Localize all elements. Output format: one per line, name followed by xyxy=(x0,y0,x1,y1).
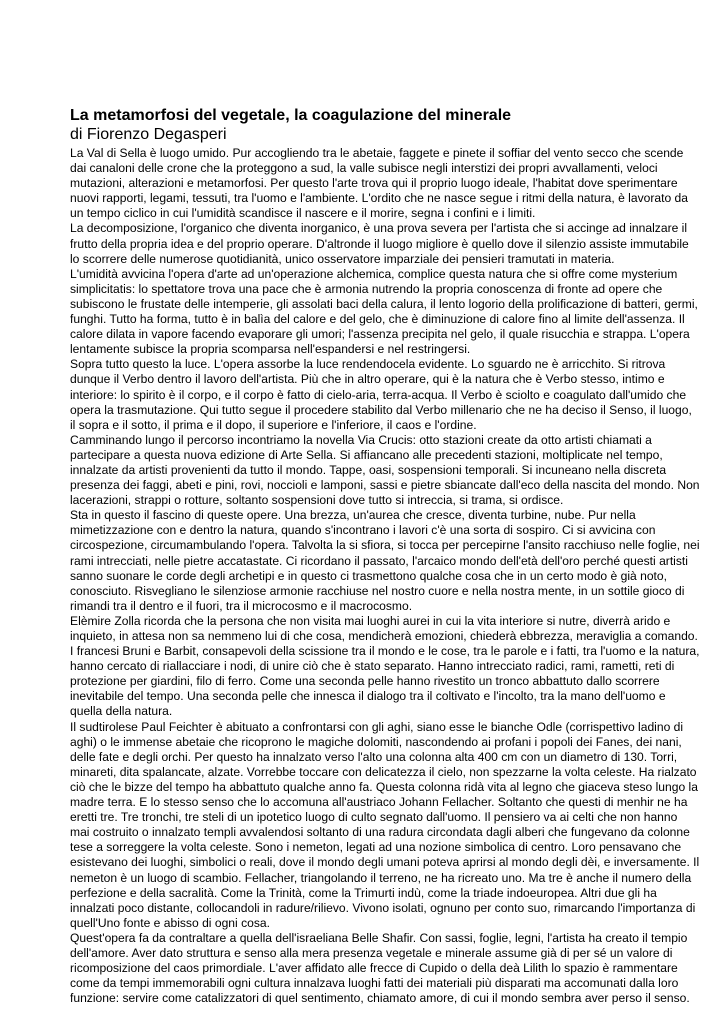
body-paragraph: Sta in questo il fascino di queste opere. Una brezza, un'aurea che cresce, diventa turbine, nube. Pur nella mimetizzazione con e dentro la natura, quando s'incontrano i lavori c'è una sorta di sospiro. Ci si avvicina con circospezione, circumambulando l'opera. Talvolta la si sfiora, si tocca per percepirne l'ansito racchiuso nelle foglie, nei rami intrecciati, nelle pietre accatastate. Ci ricordano il passato, l'arcaico mondo dell'età dell'oro perché questi artisti sanno suonare le corde degli archetipi e in questo ci trasmettono qualche cosa che in un certo modo è già noto, conosciuto. Risvegliano le silenziose armonie racchiuse nel nostro cuore e nella nostra mente, in un sottile gioco di rimandi tra il dentro e il fuori, tra il microcosmo e il macrocosmo. xyxy=(70,508,700,613)
article-author: di Fiorenzo Degasperi xyxy=(70,126,227,143)
body-paragraph: Camminando lungo il percorso incontriamo la novella Via Crucis: otto stazioni create da otto artisti chiamati a partecipare a questa nuova edizione di Arte Sella. Si affiancano alle precedenti stazioni, moltiplicate nel tempo, innalzate da artisti provenienti da tutto il mondo. Tappe, oasi, sospensioni temporali. Si incuneano nella discreta presenza dei faggi, abeti e pini, rovi, noccioli e lamponi, sassi e pietre sbiancate dall'eco della nascita del mondo. Non lacerazioni, strappi o rotture, soltanto sospensioni dove tutto si intreccia, si trama, si ordisce. xyxy=(70,432,700,508)
document-page xyxy=(70,106,700,1006)
body-paragraph: La decomposizione, l'organico che diventa inorganico, è una prova severa per l'artista che si accinge ad innalzare il frutto della propria idea e del proprio operare. D'altronde il luogo migliore è quello dove il silenzio assiste immutabile lo scorrere delle numerose quotidianità, unico osservatore imparziale dei pensieri tramutati in materia. xyxy=(70,221,689,266)
article-body xyxy=(70,146,700,1006)
body-paragraph: Il sudtirolese Paul Feichter è abituato a confrontarsi con gli aghi, siano esse le bianche Odle (corrispettivo ladino di aghi) o le immense abetaie che ricoprono le magiche dolomiti, nascondendo ai profani i popoli dei Fanes, dei nani, delle fate e degli orchi. Per questo ha innalzato verso l'alto una colonna alta 400 cm con un diametro di 130. Torri, minareti, dita spalancate, alzate. Vorrebbe toccare con delicatezza il cielo, non spezzarne la volta celeste. Ha rialzato ciò che le bizze del tempo ha abbattuto qualche anno fa. Questa colonna ridà vita al legno che giaceva steso lungo la madre terra. E lo stesso senso che lo accomuna all'austriaco Johann Fellacher. Soltanto che questi di menhir ne ha eretti tre. Tre tronchi, tre steli di un ipotetico luogo di culto segnato dall'uomo. Il pensiero va ai celti che non hanno mai costruito o innalzato templi avvalendosi soltanto di una radura circondata dagli alberi che fungevano da colonne tese a sorreggere la volta celeste. Sono i nemeton, legati ad una nozione simbolica di centro. Loro pensavano che esistevano dei luoghi, simbolici o reali, dove il mondo degli umani poteva aprirsi al mondo degli dèi, e inversamente. Il nemeton è un luogo di scambio. Fellacher, triangolando il terreno, ne ha ricreato uno. Ma tre è anche il numero della perfezione e della sacralità. Come la Trinità, come la Trimurti indù, come la triade indoeuropea. Altri due gli ha innalzati poco distante, collocandoli in radure/rilievo. Vivono isolati, ognuno per conto suo, rimarcando l'importanza di quell'Uno fonte e abisso di ogni cosa. xyxy=(70,719,700,930)
body-paragraph: Elèmire Zolla ricorda che la persona che non visita mai luoghi aurei in cui la vita interiore si nutre, diverrà arido e inquieto, in attesa non sa nemmeno lui di che cosa, mendicherà emozioni, chiederà ebbrezza, meraviglia a comando. I francesi Bruni e Barbit, consapevoli della scissione tra il mondo e le cose, tra le parole e i fatti, tra l'uomo e la natura, hanno cercato di riallacciare i nodi, di unire ciò che è stato separato. Hanno intrecciato radici, rami, rametti, reti di protezione per giardini, filo di ferro. Come una seconda pelle hanno rivestito un tronco abbattuto dallo scorrere inevitabile del tempo. Una seconda pelle che innesca il dialogo tra il coltivato e l'incolto, tra la mano dell'uomo e quella della natura. xyxy=(70,613,700,719)
article-title: La metamorfosi del vegetale, la coagulazione del minerale xyxy=(70,107,512,124)
body-paragraph: La Val di Sella è luogo umido. Pur accogliendo tra le abetaie, faggete e pinete il soffiar del vento secco che scende dai canaloni delle crone che la proteggono a sud, la valle subisce negli interstizi dei propri avvallamenti, veloci mutazioni, alterazioni e metamorfosi. Per questo l'arte trova qui il proprio luogo ideale, l'habitat dove sperimentare nuovi rapporti, legami, tessuti, tra l'uomo e l'ambiente. L'ordito che ne nasce segue i ritmi della natura, è lavorato da un tempo ciclico in cui l'umidità scandisce il nascere e il morire, segna i confini e i limiti. xyxy=(70,146,688,221)
body-paragraph: L'umidità avvicina l'opera d'arte ad un'operazione alchemica, complice questa natura che si offre come mysterium simplicitatis: lo spettatore trova una pace che è armonia nutrendo la propria conoscenza di fronte ad opere che subiscono le frustate delle intemperie, gli assolati baci della calura, il lento logorio della prolificazione di batteri, germi, funghi. Tutto ha forma, tutto è in balìa del calore e del gelo, che è diminuzione di calore fino al limite dell'assenza. Il calore dilata in vapore facendo evaporare gli umori; l'assenza precipita nel gelo, il quale risucchia e strappa. L'opera lentamente subisce la propria scomparsa nell'espandersi e nel restringersi. xyxy=(70,266,698,357)
body-paragraph: Quest'opera fa da contraltare a quella dell'israeliana Belle Shafir. Con sassi, foglie, legni, l'artista ha creato il tempio dell'amore. Aver dato struttura e senso alla mera presenza vegetale e minerale assume già di per sé un valore di ricomposizione del caos primordiale. L'aver affidato alle frecce di Cupido o della deà Lilith lo spazio è rammentare come da tempi immemorabili ogni cultura innalzava luoghi fatti dei materiali più disparati ma accomunati dalla loro funzione: servire come catalizzatori di quel sentimento, chiamato amore, di cui il mondo sembra aver perso il senso. xyxy=(70,930,690,1006)
body-paragraph: Sopra tutto questo la luce. L'opera assorbe la luce rendendocela evidente. Lo sguardo ne è arricchito. Si ritrova dunque il Verbo dentro il lavoro dell'artista. Più che in altro operare, qui è la natura che è Verbo stesso, intimo e interiore: lo spirito è il corpo, e il corpo è fatto di cielo-aria, terra-acqua. Il Verbo è sciolto e coagulato dall'umido che opera la trasmutazione. Qui tutto segue il procedere stabilito dal Verbo millenario che ne ha deciso il Senso, il luogo, il sopra e il sotto, il prima e il dopo, il superiore e l'inferiore, il caos e l'ordine. xyxy=(70,357,692,432)
